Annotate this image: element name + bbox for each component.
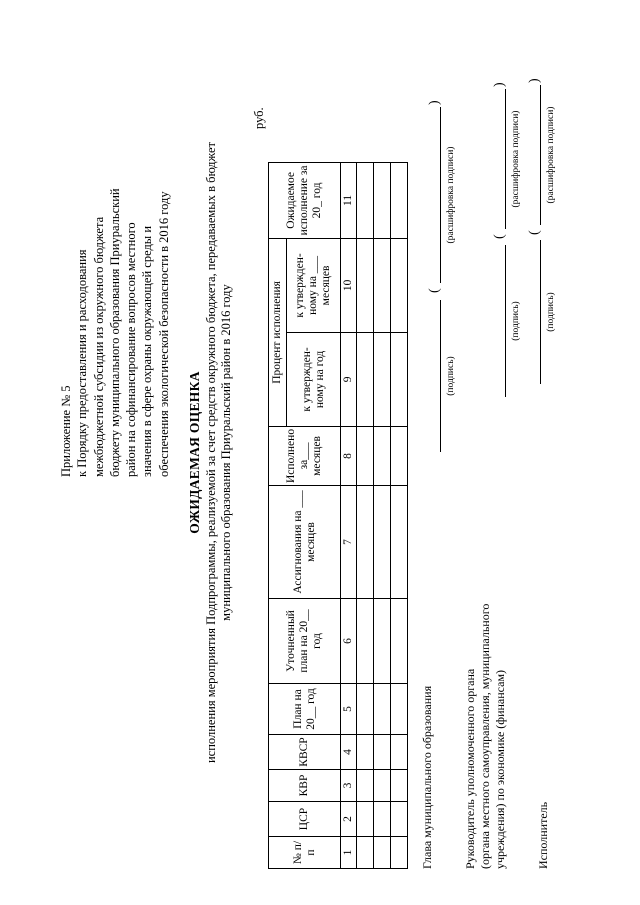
col-num: 11 — [341, 162, 357, 238]
table-row — [391, 162, 408, 868]
head-label: Глава муниципального образования — [420, 685, 434, 869]
col-num: 6 — [341, 599, 357, 684]
col-num: 1 — [341, 837, 357, 869]
header-plan: План на 20__ год — [269, 684, 341, 735]
table-row — [374, 162, 391, 868]
header-percent: Процент исполнения — [269, 238, 287, 426]
manager-label: Руководитель уполномоченного органа (органа местного самоуправления, муниципального учреждения) по экономике (финансам) — [463, 603, 507, 869]
col-num: 4 — [341, 735, 357, 770]
header-num: № п/п — [269, 837, 341, 869]
col-num: 3 — [341, 770, 357, 802]
appendix-line: бюджету муниципального образования Приуральский — [107, 188, 122, 477]
header-expected: Ожидаемое исполнение за 20_ год — [269, 162, 341, 238]
subtitle-line: муниципального образования Приуральский район в 2016 году — [219, 284, 233, 621]
decode-hint: (расшифровка подписи) — [511, 110, 521, 208]
subtitle-line: исполнения мероприятия Подпрограммы, реализуемой за счет средств окружного бюджета, передаваемых в бюджет — [204, 141, 218, 764]
appendix-line: значения в сфере охраны окружающей среды и — [140, 225, 155, 477]
col-num: 8 — [341, 426, 357, 485]
decode-hint: (расшифровка подписи) — [546, 106, 556, 204]
col-num: 10 — [341, 238, 357, 332]
header-pct-year: к утвержден-ному на год — [287, 332, 341, 426]
rotated-page: Приложение № 5 к Порядку предоставления и расходования межбюджетной субсидии из окружного бюджета бюджету муниципального образования Приуральский район на софинансирование вопросов местного значения в сфере охраны окружающей среды и обеспечения экологической безопасности в 2016 году ОЖИДАЕМАЯ ОЦЕНКА исполнения мероприятия Подпрограммы, реализуемой за счет средств окружного бюджета, передаваемых в бюджет муниципального образования Приуральский район в 2016 году руб. № п/п ЦСР КВР КВСР План на 20__ год Уточненный план на 20__ год Ассигнования на ___ месяцев Исполнено за___ месяцев Процент исполнения Ожидаемое исполнение за 20_ год к утвержден-ному на год к утвержден-ному на ___ месяцев 1 2 3 4 5 6 7 8 9 10 11 Глава муниципального образования ( ) (подпись) (расшифровка подписи) Руководитель уполномоченного органа (органа местного самоуправления, муниципального учреждения) по экономике (финансам) ( ) (подпись) (расшифровка подписи) Исполнитель ( ) (подпись) (расшифровка подписи) — [0, 0, 640, 905]
appendix-block — [58, 157, 172, 477]
table-row — [357, 162, 374, 868]
header-kvsr: КВСР — [269, 735, 341, 770]
col-num: 7 — [341, 486, 357, 599]
signature-line — [440, 300, 441, 452]
appendix-line: район на софинансирование вопросов местного — [124, 222, 139, 477]
document-title: ОЖИДАЕМАЯ ОЦЕНКА — [187, 371, 202, 534]
col-num: 5 — [341, 684, 357, 735]
currency-unit: руб. — [252, 107, 266, 129]
decode-hint: (расшифровка подписи) — [446, 146, 456, 244]
appendix-line: Приложение № 5 — [59, 385, 73, 477]
appendix-line: межбюджетной субсидии из окружного бюджета — [91, 216, 106, 477]
signature-line — [540, 240, 541, 384]
col-num: 9 — [341, 332, 357, 426]
signature-hint: (подпись) — [546, 292, 556, 332]
budget-table — [268, 162, 408, 869]
decode-line — [440, 107, 441, 283]
header-kvr: КВР — [269, 770, 341, 802]
header-pct-months: к утвержден-ному на ___ месяцев — [287, 238, 341, 332]
header-plan-refined: Уточненный план на 20__ год — [269, 599, 341, 684]
header-executed: Исполнено за___ месяцев — [269, 426, 341, 485]
decode-line — [540, 85, 541, 225]
signature-line — [505, 245, 506, 397]
decode-line — [505, 89, 506, 229]
appendix-line: к Порядку предоставления и расходования — [75, 249, 90, 477]
executor-label: Исполнитель — [536, 801, 550, 869]
header-assignments: Ассигнования на ___ месяцев — [269, 486, 341, 599]
col-num: 2 — [341, 802, 357, 837]
appendix-line: обеспечения экологической безопасности в 2016 году — [156, 191, 171, 477]
signature-hint: (подпись) — [446, 356, 456, 396]
document-subtitle — [204, 140, 234, 765]
signature-hint: (подпись) — [511, 301, 521, 341]
header-csr: ЦСР — [269, 802, 341, 837]
